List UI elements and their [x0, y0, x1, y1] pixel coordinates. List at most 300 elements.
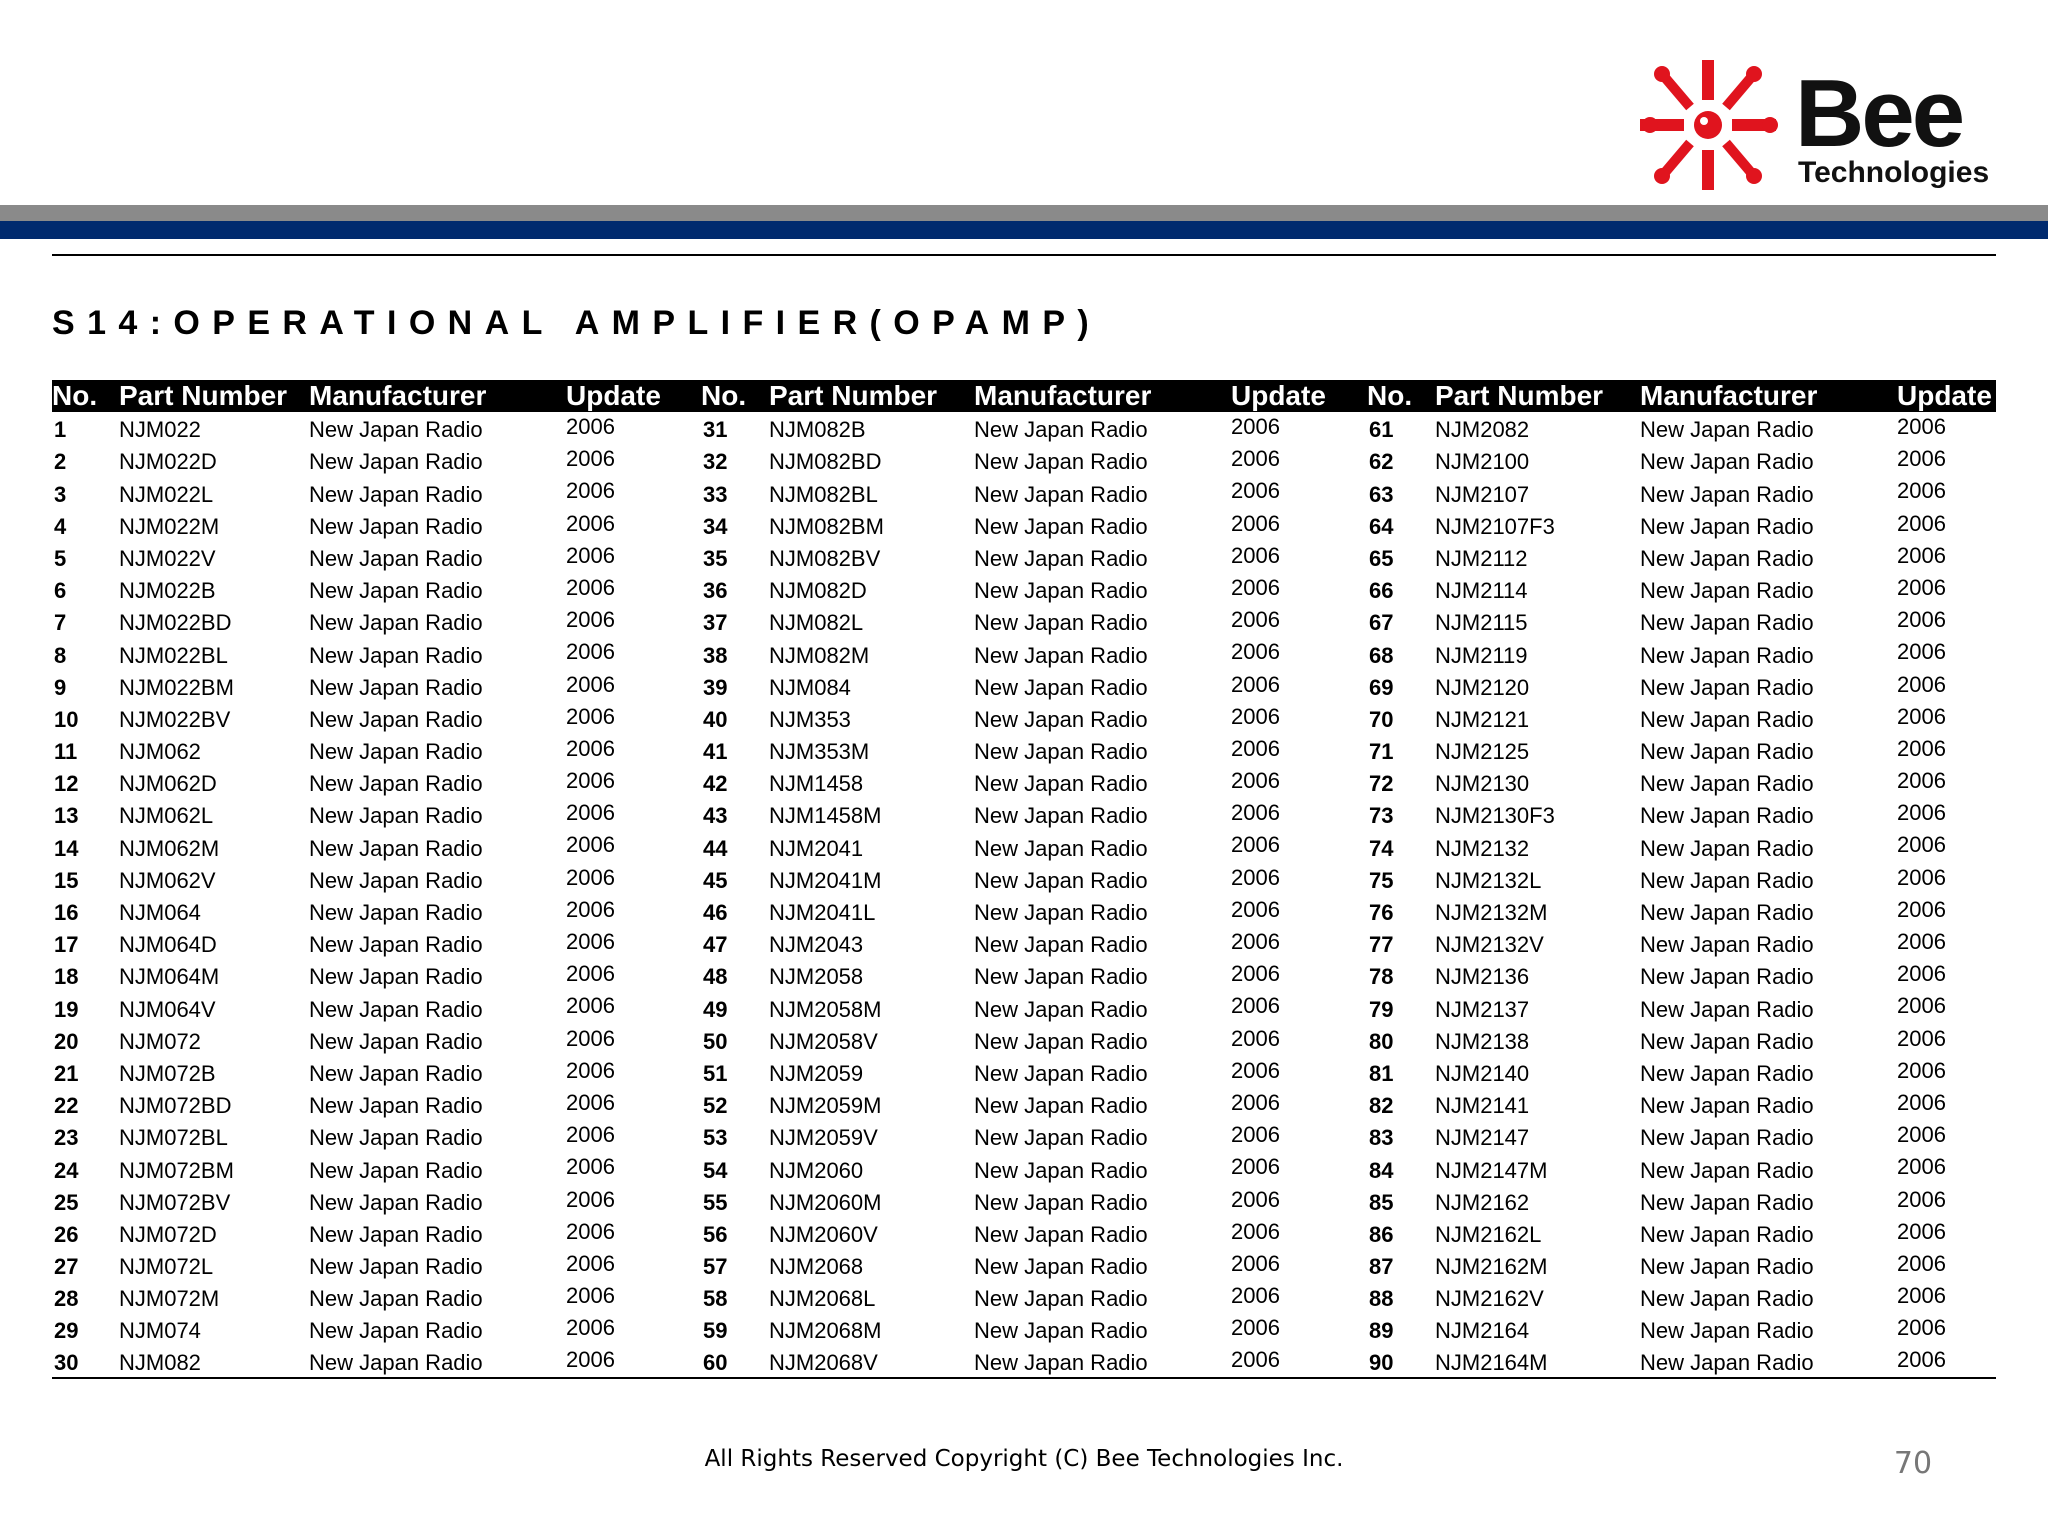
update-year: 2006	[1231, 768, 1280, 794]
update-year: 2006	[566, 961, 615, 987]
manufacturer: New Japan Radio	[974, 1286, 1148, 1312]
row-number: 62	[1369, 449, 1394, 475]
row-number: 57	[703, 1254, 728, 1280]
manufacturer: New Japan Radio	[1640, 1028, 1814, 1054]
table-row	[52, 541, 1996, 573]
part-number: NJM072BM	[119, 1157, 234, 1183]
part-number: NJM082BV	[769, 545, 881, 571]
row-number: 31	[703, 417, 728, 443]
part-number: NJM2060V	[769, 1221, 878, 1247]
row-number: 6	[54, 578, 67, 604]
row-number: 72	[1369, 771, 1394, 797]
row-number: 89	[1369, 1318, 1394, 1344]
part-number: NJM2162M	[1435, 1254, 1548, 1280]
update-year: 2006	[1897, 896, 1946, 922]
row-number: 64	[1369, 513, 1394, 539]
update-year: 2006	[1231, 1186, 1280, 1212]
parts-table	[52, 380, 1996, 1379]
manufacturer: New Japan Radio	[309, 417, 483, 443]
manufacturer: New Japan Radio	[309, 1028, 483, 1054]
row-number: 29	[54, 1318, 79, 1344]
row-number: 21	[54, 1060, 79, 1086]
update-year: 2006	[566, 703, 615, 729]
row-number: 77	[1369, 932, 1394, 958]
part-number: NJM084	[769, 674, 851, 700]
table-row	[52, 991, 1996, 1023]
manufacturer: New Japan Radio	[974, 449, 1148, 475]
row-number: 20	[54, 1028, 79, 1054]
update-year: 2006	[1231, 1218, 1280, 1244]
manufacturer: New Japan Radio	[309, 1254, 483, 1280]
row-number: 73	[1369, 803, 1394, 829]
row-number: 5	[54, 545, 67, 571]
manufacturer: New Japan Radio	[974, 1189, 1148, 1215]
manufacturer: New Japan Radio	[974, 417, 1148, 443]
part-number: NJM022BD	[119, 610, 232, 636]
table-row	[52, 927, 1996, 959]
manufacturer: New Japan Radio	[309, 610, 483, 636]
row-number: 75	[1369, 867, 1394, 893]
part-number: NJM022M	[119, 513, 220, 539]
update-year: 2006	[1231, 1025, 1280, 1051]
part-number: NJM082D	[769, 578, 867, 604]
update-year: 2006	[566, 1025, 615, 1051]
manufacturer: New Japan Radio	[1640, 932, 1814, 958]
update-year: 2006	[1231, 1315, 1280, 1341]
update-year: 2006	[1231, 1250, 1280, 1276]
update-year: 2006	[566, 671, 615, 697]
part-number: NJM2059M	[769, 1093, 882, 1119]
manufacturer: New Japan Radio	[1640, 771, 1814, 797]
row-number: 15	[54, 867, 79, 893]
manufacturer: New Japan Radio	[974, 771, 1148, 797]
part-number: NJM062V	[119, 867, 216, 893]
part-number: NJM2132L	[1435, 867, 1542, 893]
update-year: 2006	[1897, 1154, 1946, 1180]
part-number: NJM072BD	[119, 1093, 232, 1119]
part-number: NJM082B	[769, 417, 866, 443]
row-number: 78	[1369, 964, 1394, 990]
row-number: 87	[1369, 1254, 1394, 1280]
column-header: Part Number	[1435, 380, 1604, 411]
update-year: 2006	[1897, 574, 1946, 600]
row-number: 51	[703, 1060, 728, 1086]
manufacturer: New Japan Radio	[974, 964, 1148, 990]
part-number: NJM022BM	[119, 674, 234, 700]
part-number: NJM072BV	[119, 1189, 231, 1215]
column-header: No.	[1367, 380, 1413, 411]
update-year: 2006	[1897, 478, 1946, 504]
manufacturer: New Japan Radio	[309, 1125, 483, 1151]
part-number: NJM2137	[1435, 996, 1530, 1022]
part-number: NJM072B	[119, 1060, 216, 1086]
table-row	[52, 1345, 1996, 1377]
table-row	[52, 1056, 1996, 1088]
page-number: 70	[1893, 1446, 1933, 1481]
part-number: NJM2121	[1435, 706, 1530, 732]
part-number: NJM2147	[1435, 1125, 1530, 1151]
manufacturer: New Japan Radio	[974, 996, 1148, 1022]
row-number: 3	[54, 481, 67, 507]
bee-technologies-logo	[1640, 60, 2000, 190]
row-number: 38	[703, 642, 728, 668]
update-year: 2006	[566, 1122, 615, 1148]
manufacturer: New Japan Radio	[974, 1060, 1148, 1086]
update-year: 2006	[566, 1283, 615, 1309]
part-number: NJM2068V	[769, 1345, 974, 1377]
part-number: NJM2130	[1435, 771, 1530, 797]
part-number: NJM064V	[119, 996, 216, 1022]
manufacturer: New Japan Radio	[974, 674, 1148, 700]
update-year: 2006	[1897, 929, 1946, 954]
update-year: 2006	[1897, 1218, 1946, 1244]
manufacturer: New Japan Radio	[1640, 449, 1814, 475]
part-number: NJM074	[119, 1318, 201, 1344]
table-row	[52, 444, 1996, 476]
row-number: 68	[1369, 642, 1394, 668]
part-number: NJM2058V	[769, 1028, 878, 1054]
part-number: NJM2041	[769, 835, 864, 861]
row-number: 25	[54, 1189, 79, 1215]
update-year: 2006	[1231, 1345, 1367, 1377]
update-year: 2006	[1897, 1025, 1946, 1051]
update-year: 2006	[1231, 1154, 1280, 1180]
update-year: 2006	[566, 832, 615, 858]
row-number: 26	[54, 1221, 79, 1247]
row-number: 76	[1369, 900, 1394, 925]
manufacturer: New Japan Radio	[974, 706, 1148, 732]
row-number: 23	[54, 1125, 79, 1151]
part-number: NJM082BD	[769, 449, 882, 475]
update-year: 2006	[566, 478, 615, 504]
manufacturer: New Japan Radio	[1640, 835, 1814, 861]
part-number: NJM1458M	[769, 803, 882, 829]
table-row	[52, 412, 1996, 444]
manufacturer: New Japan Radio	[309, 1093, 483, 1119]
manufacturer: New Japan Radio	[1640, 1286, 1814, 1312]
part-number: NJM082BM	[769, 513, 884, 539]
part-number: NJM2162V	[1435, 1286, 1544, 1312]
table-row	[52, 1217, 1996, 1249]
update-year: 2006	[566, 864, 615, 890]
row-number: 16	[54, 900, 79, 925]
manufacturer: New Japan Radio	[309, 932, 483, 958]
update-year: 2006	[566, 896, 615, 922]
row-number: 60	[701, 1345, 769, 1377]
update-year: 2006	[1231, 639, 1280, 665]
row-number: 12	[54, 771, 79, 797]
table-row	[52, 1152, 1996, 1184]
manufacturer: New Japan Radio	[309, 739, 483, 765]
part-number: NJM064D	[119, 932, 217, 958]
row-number: 82	[1369, 1093, 1394, 1119]
update-year: 2006	[1897, 961, 1946, 987]
row-number: 32	[703, 449, 728, 475]
table-row	[52, 1120, 1996, 1152]
logo-brand-text: Bee	[1795, 60, 1963, 167]
manufacturer: New Japan Radio	[309, 449, 483, 475]
update-year: 2006	[1897, 671, 1946, 697]
manufacturer: New Japan Radio	[1640, 867, 1814, 893]
row-number: 41	[703, 739, 728, 765]
part-number: NJM082M	[769, 642, 870, 668]
part-number: NJM2082	[1435, 417, 1530, 443]
part-number: NJM2060M	[769, 1189, 882, 1215]
table-row	[52, 1313, 1996, 1345]
update-year: 2006	[1231, 735, 1280, 761]
part-number: NJM2068	[769, 1254, 864, 1280]
table-row	[52, 1281, 1996, 1313]
row-number: 4	[54, 513, 67, 539]
table-row	[52, 830, 1996, 862]
part-number: NJM353M	[769, 739, 870, 765]
part-number: NJM062	[119, 739, 201, 765]
part-number: NJM2120	[1435, 674, 1530, 700]
part-number: NJM022V	[119, 545, 216, 571]
manufacturer: New Japan Radio	[974, 610, 1148, 636]
row-number: 46	[703, 900, 728, 925]
update-year: 2006	[566, 735, 615, 761]
column-header: Update	[566, 380, 661, 411]
part-number: NJM2132V	[1435, 932, 1544, 958]
update-year: 2006	[1897, 800, 1946, 826]
table-row	[52, 798, 1996, 830]
part-number: NJM082L	[769, 610, 864, 636]
row-number: 55	[703, 1189, 728, 1215]
part-number: NJM2041L	[769, 900, 876, 925]
row-number: 19	[54, 996, 79, 1022]
column-header: Manufacturer	[974, 380, 1152, 411]
row-number: 58	[703, 1286, 728, 1312]
manufacturer: New Japan Radio	[1640, 610, 1814, 636]
row-number: 9	[54, 674, 67, 700]
table-row	[52, 509, 1996, 541]
part-number: NJM2164M	[1435, 1345, 1640, 1377]
update-year: 2006	[1897, 510, 1946, 536]
update-year: 2006	[566, 607, 615, 633]
part-number: NJM2147M	[1435, 1157, 1548, 1183]
part-number: NJM2112	[1435, 545, 1528, 571]
manufacturer: New Japan Radio	[974, 739, 1148, 765]
row-number: 30	[52, 1345, 119, 1377]
update-year: 2006	[1231, 414, 1280, 439]
part-number: NJM2140	[1435, 1060, 1530, 1086]
row-number: 44	[703, 835, 728, 861]
row-number: 2	[54, 449, 67, 475]
header-band-navy	[0, 221, 2048, 239]
update-year: 2006	[1897, 446, 1946, 472]
update-year: 2006	[566, 414, 615, 439]
update-year: 2006	[1897, 414, 1946, 439]
part-number: NJM072D	[119, 1221, 217, 1247]
row-number: 85	[1369, 1189, 1394, 1215]
part-number: NJM2058M	[769, 996, 882, 1022]
table-row	[52, 670, 1996, 702]
manufacturer: New Japan Radio	[309, 1345, 566, 1377]
row-number: 18	[54, 964, 79, 990]
part-number: NJM022L	[119, 481, 214, 507]
update-year: 2006	[1231, 703, 1280, 729]
row-number: 17	[54, 932, 79, 958]
manufacturer: New Japan Radio	[1640, 1345, 1897, 1377]
part-number: NJM2068L	[769, 1286, 876, 1312]
update-year: 2006	[1897, 639, 1946, 665]
table-row	[52, 1024, 1996, 1056]
table-row	[52, 863, 1996, 895]
manufacturer: New Japan Radio	[1640, 996, 1814, 1022]
manufacturer: New Japan Radio	[1640, 1254, 1814, 1280]
manufacturer: New Japan Radio	[1640, 1189, 1814, 1215]
column-header: Manufacturer	[1640, 380, 1818, 411]
manufacturer: New Japan Radio	[309, 1286, 483, 1312]
update-year: 2006	[1231, 929, 1280, 954]
part-number: NJM2068M	[769, 1318, 882, 1344]
row-number: 50	[703, 1028, 728, 1054]
part-number: NJM2060	[769, 1157, 864, 1183]
part-number: NJM2107F3	[1435, 513, 1555, 539]
manufacturer: New Japan Radio	[1640, 481, 1814, 507]
update-year: 2006	[1897, 768, 1946, 794]
row-number: 40	[703, 706, 728, 732]
column-header: Manufacturer	[309, 380, 487, 411]
update-year: 2006	[566, 1089, 615, 1115]
manufacturer: New Japan Radio	[309, 674, 483, 700]
manufacturer: New Japan Radio	[974, 513, 1148, 539]
update-year: 2006	[1897, 703, 1946, 729]
part-number: NJM064	[119, 900, 201, 925]
row-number: 69	[1369, 674, 1394, 700]
table-row	[52, 734, 1996, 766]
manufacturer: New Japan Radio	[309, 1189, 483, 1215]
table-row	[52, 476, 1996, 508]
part-number: NJM2115	[1435, 610, 1528, 636]
manufacturer: New Japan Radio	[1640, 739, 1814, 765]
logo-sub-text: Technologies	[1798, 156, 1990, 189]
row-number: 66	[1369, 578, 1394, 604]
row-number: 81	[1369, 1060, 1394, 1086]
update-year: 2006	[1231, 993, 1280, 1019]
row-number: 10	[54, 706, 79, 732]
manufacturer: New Japan Radio	[974, 545, 1148, 571]
manufacturer: New Japan Radio	[309, 771, 483, 797]
update-year: 2006	[566, 639, 615, 665]
update-year: 2006	[1897, 735, 1946, 761]
manufacturer: New Japan Radio	[974, 642, 1148, 668]
update-year: 2006	[1897, 1186, 1946, 1212]
manufacturer: New Japan Radio	[974, 1345, 1231, 1377]
part-number: NJM062D	[119, 771, 217, 797]
part-number: NJM022	[119, 417, 201, 443]
manufacturer: New Japan Radio	[1640, 578, 1814, 604]
column-header: Update	[1897, 380, 1992, 411]
row-number: 53	[703, 1125, 728, 1151]
part-number: NJM1458	[769, 771, 864, 797]
update-year: 2006	[1231, 1122, 1280, 1148]
update-year: 2006	[1897, 832, 1946, 858]
row-number: 86	[1369, 1221, 1394, 1247]
row-number: 35	[703, 545, 728, 571]
column-header: No.	[52, 380, 98, 411]
part-number: NJM2162	[1435, 1189, 1530, 1215]
row-number: 34	[703, 513, 728, 539]
row-number: 48	[703, 964, 728, 990]
row-number: 33	[703, 481, 728, 507]
update-year: 2006	[1231, 510, 1280, 536]
row-number: 54	[703, 1157, 728, 1183]
update-year: 2006	[1231, 542, 1280, 568]
row-number: 7	[54, 610, 67, 636]
row-number: 13	[54, 803, 79, 829]
update-year: 2006	[1231, 1089, 1280, 1115]
manufacturer: New Japan Radio	[1640, 513, 1814, 539]
update-year: 2006	[1897, 607, 1946, 633]
row-number: 56	[703, 1221, 728, 1247]
part-number: NJM082	[119, 1345, 309, 1377]
row-number: 11	[54, 739, 78, 765]
row-number: 37	[703, 610, 728, 636]
manufacturer: New Japan Radio	[1640, 1060, 1814, 1086]
row-number: 59	[703, 1318, 728, 1344]
row-number: 42	[703, 771, 728, 797]
table-row	[52, 1185, 1996, 1217]
manufacturer: New Japan Radio	[309, 1318, 483, 1344]
row-number: 28	[54, 1286, 79, 1312]
manufacturer: New Japan Radio	[974, 578, 1148, 604]
update-year: 2006	[1897, 1283, 1946, 1309]
manufacturer: New Japan Radio	[309, 1157, 483, 1183]
manufacturer: New Japan Radio	[974, 1318, 1148, 1344]
row-number: 74	[1369, 835, 1394, 861]
part-number: NJM2132M	[1435, 900, 1548, 925]
copyright-text: All Rights Reserved Copyright (C) Bee Technologies Inc.	[704, 1446, 1344, 1472]
row-number: 63	[1369, 481, 1394, 507]
update-year: 2006	[566, 446, 615, 472]
manufacturer: New Japan Radio	[974, 1157, 1148, 1183]
manufacturer: New Japan Radio	[309, 1060, 483, 1086]
table-row	[52, 605, 1996, 637]
manufacturer: New Japan Radio	[309, 867, 483, 893]
bee-logo-mark-icon	[1640, 60, 1790, 190]
part-number: NJM2059	[769, 1060, 864, 1086]
row-number: 65	[1369, 545, 1394, 571]
row-number: 14	[54, 835, 79, 861]
manufacturer: New Japan Radio	[974, 932, 1148, 958]
update-year: 2006	[1231, 800, 1280, 826]
update-year: 2006	[1231, 961, 1280, 987]
part-number: NJM2059V	[769, 1125, 878, 1151]
page-title: S14:OPERATIONAL AMPLIFIER(OPAMP)	[52, 304, 1102, 342]
update-year: 2006	[566, 768, 615, 794]
row-number: 47	[703, 932, 728, 958]
manufacturer: New Japan Radio	[1640, 706, 1814, 732]
update-year: 2006	[1897, 864, 1946, 890]
table-row	[52, 766, 1996, 798]
table-row	[52, 573, 1996, 605]
table-row	[52, 895, 1996, 927]
column-header: Update	[1231, 380, 1326, 411]
part-number: NJM2141	[1435, 1093, 1530, 1119]
column-header: No.	[701, 380, 747, 411]
manufacturer: New Japan Radio	[309, 578, 483, 604]
update-year: 2006	[1231, 1283, 1280, 1309]
table-row	[52, 702, 1996, 734]
column-header: Part Number	[119, 380, 288, 411]
part-number: NJM072L	[119, 1254, 214, 1280]
manufacturer: New Japan Radio	[309, 545, 483, 571]
row-number: 24	[54, 1157, 79, 1183]
update-year: 2006	[1231, 574, 1280, 600]
part-number: NJM064M	[119, 964, 220, 990]
